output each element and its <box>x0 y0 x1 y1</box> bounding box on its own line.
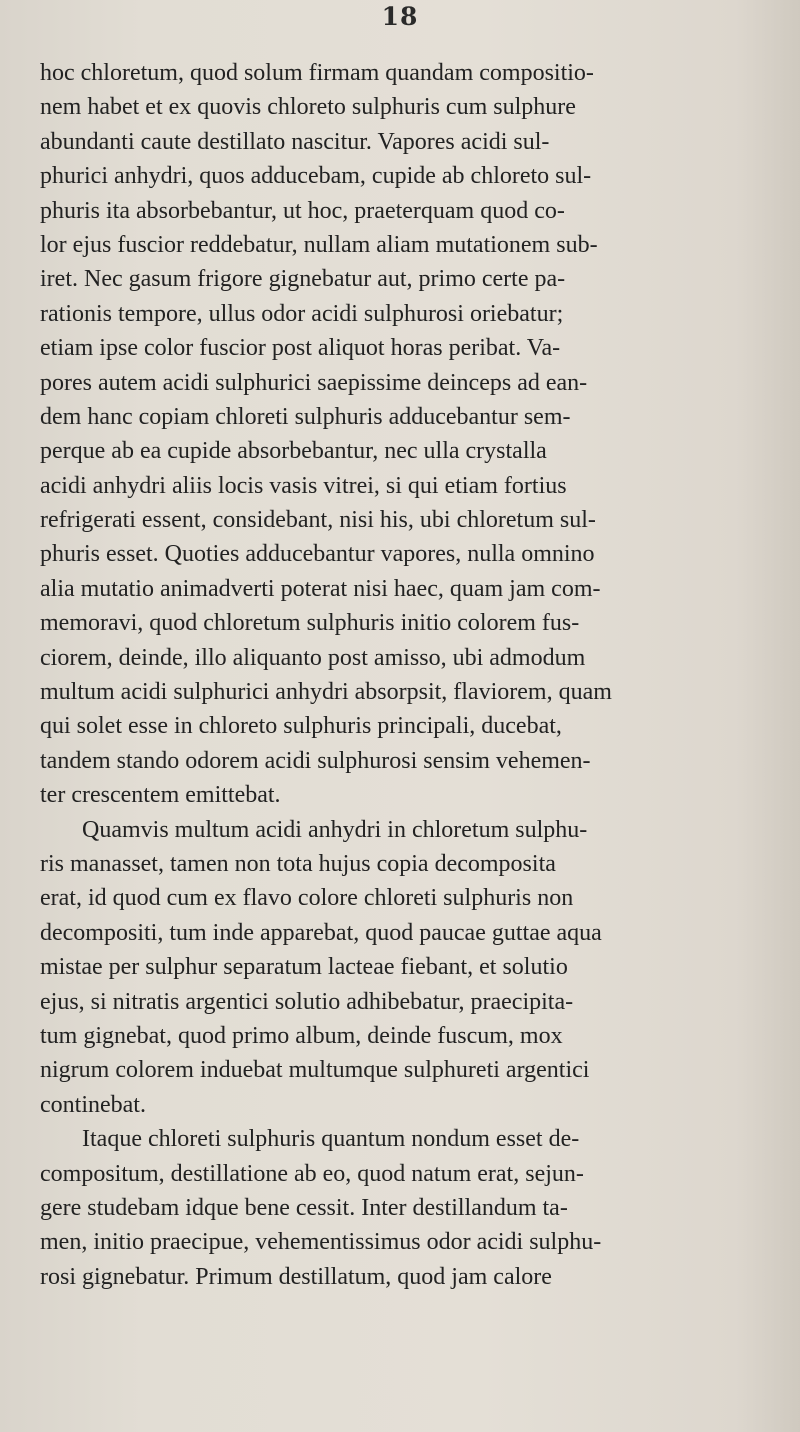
text-line: tum gignebat, quod primo album, deinde fuscum, mox <box>40 1022 563 1049</box>
text-line: etiam ipse color fuscior post aliquot horas peribat. Va- <box>40 335 561 362</box>
text-line: continebat. <box>40 1091 146 1118</box>
text-line: qui solet esse in chloreto sulphuris principali, ducebat, <box>40 713 562 740</box>
text-line: tandem stando odorem acidi sulphurosi sensim vehemen- <box>40 747 591 774</box>
text-line: alia mutatio animadverti poterat nisi haec, quam jam com- <box>40 575 601 602</box>
text-line: phuris esset. Quoties adducebantur vapores, nulla omnino <box>40 541 595 568</box>
body-text <box>40 56 800 1294</box>
text-line: ciorem, deinde, illo aliquanto post amisso, ubi admodum <box>40 644 586 671</box>
text-line: iret. Nec gasum frigore gignebatur aut, primo certe pa- <box>40 266 566 293</box>
text-line: decompositi, tum inde apparebat, quod paucae guttae aqua <box>40 919 602 946</box>
text-line: refrigerati essent, considebant, nisi his, ubi chloretum sul- <box>40 507 596 534</box>
text-line: gere studebam idque bene cessit. Inter destillandum ta- <box>40 1194 568 1221</box>
text-line: pores autem acidi sulphurici saepissime deinceps ad ean- <box>40 369 588 396</box>
text-line: acidi anhydri aliis locis vasis vitrei, si qui etiam fortius <box>40 472 567 499</box>
paragraph-first-line: Itaque chloreti sulphuris quantum nondum esset de- <box>82 1126 580 1153</box>
text-line: memoravi, quod chloretum sulphuris initio colorem fus- <box>40 610 580 637</box>
text-line: rationis tempore, ullus odor acidi sulphurosi oriebatur; <box>40 300 564 327</box>
text-line: mistae per sulphur separatum lacteae fiebant, et solutio <box>40 954 568 981</box>
text-line: men, initio praecipue, vehementissimus odor acidi sulphu- <box>40 1229 602 1256</box>
text-line: multum acidi sulphurici anhydri absorpsit, flaviorem, quam <box>40 679 612 706</box>
text-line: abundanti caute destillato nascitur. Vapores acidi sul- <box>40 128 550 155</box>
text-line: nigrum colorem induebat multumque sulphureti argentici <box>40 1057 590 1084</box>
page-number: 18 <box>381 2 419 31</box>
text-line: ejus, si nitratis argentici solutio adhibebatur, praecipita- <box>40 988 574 1015</box>
text-line: dem hanc copiam chloreti sulphuris adducebantur sem- <box>40 403 571 430</box>
text-line: perque ab ea cupide absorbebantur, nec ulla crystalla <box>40 438 547 465</box>
text-line: ter crescentem emittebat. <box>40 782 281 809</box>
text-line: compositum, destillatione ab eo, quod natum erat, sejun- <box>40 1160 584 1187</box>
text-line: phuris ita absorbebantur, ut hoc, praeterquam quod co- <box>40 197 565 224</box>
text-line: rosi gignebatur. Primum destillatum, quod jam calore <box>40 1263 552 1290</box>
text-line: ris manasset, tamen non tota hujus copia decomposita <box>40 850 556 877</box>
paragraph-first-line: Quamvis multum acidi anhydri in chloretum sulphu- <box>82 816 588 843</box>
text-line: phurici anhydri, quos adducebam, cupide ab chloreto sul- <box>40 163 592 190</box>
text-line: hoc chloretum, quod solum firmam quandam compositio- <box>40 60 594 86</box>
text-line: nem habet et ex quovis chloreto sulphuris cum sulphure <box>40 94 576 121</box>
text-line: erat, id quod cum ex flavo colore chloreti sulphuris non <box>40 885 574 912</box>
text-line: lor ejus fuscior reddebatur, nullam aliam mutationem sub- <box>40 231 598 258</box>
